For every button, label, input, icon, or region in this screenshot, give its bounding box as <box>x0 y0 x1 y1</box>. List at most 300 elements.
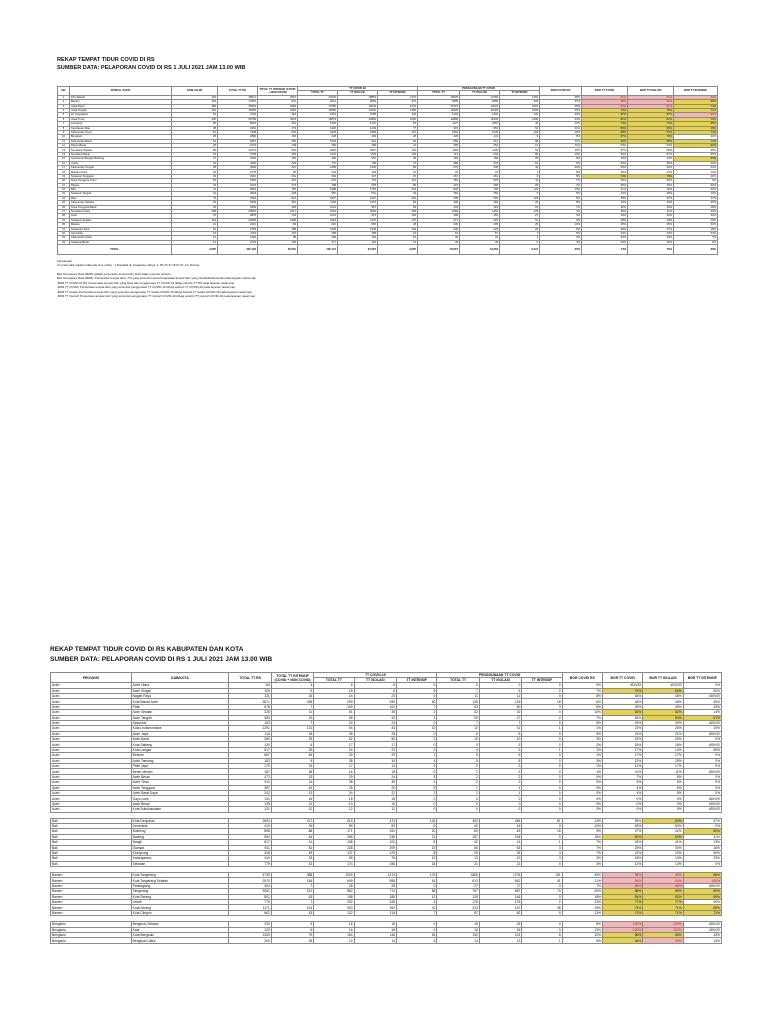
covid-total: 24 <box>314 791 354 796</box>
usage-total: 11 <box>437 693 479 698</box>
bor-rs: 5% <box>540 170 582 174</box>
bor-rs: 5% <box>540 192 582 196</box>
covid-iso: 185 <box>354 894 396 899</box>
rs-count: 14 <box>172 236 218 240</box>
covid-total: 30 <box>314 753 354 758</box>
covid-icu: 116 <box>378 179 418 183</box>
covid-icu: 0 <box>397 720 437 725</box>
covid-total: 490 <box>298 144 338 148</box>
usage-total: 679 <box>418 166 460 170</box>
row-no: 27 <box>58 209 70 213</box>
province-name: Nusa Tenggara Timur <box>70 179 172 183</box>
total-beds: 4918 <box>218 192 258 196</box>
usage-total: 363 <box>437 818 479 823</box>
bor-iso: 69% <box>628 126 674 130</box>
bor-iso: 14% <box>643 747 683 752</box>
row-no: 19 <box>58 174 70 178</box>
covid-iso: 1470 <box>338 122 378 126</box>
total-beds: 678 <box>229 704 271 709</box>
bor-tt: 21% <box>602 731 642 736</box>
bor-tt: 29% <box>582 214 628 218</box>
bor-rs: 10% <box>540 187 582 191</box>
bor-tt: 4% <box>602 785 642 790</box>
usage-icu: 0 <box>522 796 562 801</box>
usage-iso: 268 <box>460 183 500 187</box>
row-no: 21 <box>58 183 70 187</box>
regency-name: Gianyar <box>131 845 229 850</box>
total-beds: 2413 <box>218 223 258 227</box>
total-beds: 29687 <box>218 209 258 213</box>
icu-total: 261 <box>258 174 298 178</box>
covid-total: 122 <box>314 910 354 915</box>
row-no: 17 <box>58 166 70 170</box>
bor-icu: 43% <box>683 704 721 709</box>
icu-total: 250 <box>258 139 298 143</box>
col-usage-total-header: TOTAL TT <box>418 91 460 95</box>
bor-iso: 50% <box>628 161 674 165</box>
usage-iso: 11069 <box>460 108 500 112</box>
usage-iso: 261 <box>460 174 500 178</box>
icu-total: 36 <box>271 769 313 774</box>
usage-iso: 2 <box>479 764 521 769</box>
bor-iso: 20% <box>643 737 683 742</box>
bor-iso: 76% <box>628 108 674 112</box>
regency-name: Kaur <box>131 927 229 932</box>
usage-total: 135 <box>437 699 479 704</box>
total-beds: 153 <box>229 720 271 725</box>
bor-iso: 81% <box>628 117 674 121</box>
covid-icu: 0 <box>397 769 437 774</box>
bor-iso: 0% <box>643 801 683 806</box>
row-no: 6 <box>58 117 70 121</box>
covid-total: 174 <box>314 861 354 866</box>
usage-total: 5 <box>437 758 479 763</box>
total-beds: 120 <box>229 927 271 932</box>
province-name: Jambi <box>70 161 172 165</box>
bor-iso: 5% <box>643 791 683 796</box>
total-beds: 4909 <box>218 205 258 209</box>
total-beds: 13351 <box>218 100 258 104</box>
covid-icu: 21 <box>397 834 437 839</box>
province-name: Aceh <box>51 737 132 742</box>
covid-icu: 0 <box>397 801 437 806</box>
bor-rs: 0% <box>562 683 602 688</box>
usage-icu: 9 <box>500 135 540 139</box>
province-name: Aceh <box>51 726 132 731</box>
bor-iso: 46% <box>628 192 674 196</box>
bor-rs: 9% <box>540 161 582 165</box>
bor-rs: 7% <box>540 179 582 183</box>
rs-count: 42 <box>172 161 218 165</box>
rs-count: 76 <box>172 152 218 156</box>
usage-iso: 3 <box>479 747 521 752</box>
col-bor-iso-header: BOR TT ISOLASI <box>643 673 683 683</box>
covid-total: 2020 <box>298 148 338 152</box>
bor-iso: 0% <box>643 796 683 801</box>
bor-tt: 56% <box>582 152 628 156</box>
usage-iso: 1 <box>479 785 521 790</box>
usage-iso: 17268 <box>460 95 500 99</box>
bor-icu: 0% <box>683 791 721 796</box>
icu-total: 49 <box>271 850 313 855</box>
covid-icu: 80 <box>378 201 418 205</box>
province-name: Aceh <box>51 742 132 747</box>
covid-total: 3241 <box>298 100 338 104</box>
bor-tt: 7% <box>602 774 642 779</box>
covid-total: 1998 <box>298 187 338 191</box>
icu-total: 152 <box>258 157 298 161</box>
bor-tt: 91% <box>582 95 628 99</box>
usage-iso: 57 <box>460 231 500 235</box>
icu-total: 317 <box>271 818 313 823</box>
covid-icu: 10 <box>378 170 418 174</box>
covid-icu: 28 <box>378 135 418 139</box>
usage-iso: 10 <box>479 737 521 742</box>
bor-rs: 3% <box>562 758 602 763</box>
row-no: 33 <box>58 236 70 240</box>
province-name: Sumatera Selatan <box>70 148 172 152</box>
bor-iso: 52% <box>628 179 674 183</box>
bor-tt: 18% <box>602 742 642 747</box>
covid-iso: 146 <box>354 932 396 937</box>
bor-icu: 16% <box>683 845 721 850</box>
usage-iso: 0 <box>479 683 521 688</box>
usage-iso: 284 <box>479 818 521 823</box>
bor-rs: 5% <box>562 720 602 725</box>
row-no: 10 <box>58 135 70 139</box>
bor-rs: 19% <box>540 130 582 134</box>
usage-total: 2 <box>437 780 479 785</box>
col-bor-tt-header: BOR TT COVID <box>602 673 642 683</box>
total-beds: 1171 <box>229 905 271 910</box>
province-name: Aceh <box>51 704 132 709</box>
usage-icu: 26 <box>500 201 540 205</box>
total-beds: 911 <box>229 845 271 850</box>
covid-total: 396 <box>298 157 338 161</box>
province-name: Kalimantan Tengah <box>70 166 172 170</box>
total-beds: 49453 <box>218 108 258 112</box>
bor-icu: 71% <box>683 910 721 915</box>
total-beds: 667 <box>229 753 271 758</box>
icu-total: 18 <box>271 731 313 736</box>
bor-tt: 21% <box>602 850 642 855</box>
icu-total: 12 <box>271 791 313 796</box>
usage-iso: 32 <box>479 710 521 715</box>
covid-total: 299 <box>314 699 354 704</box>
usage-icu: 0 <box>522 801 562 806</box>
bor-icu: #DIV/0! <box>683 693 721 698</box>
bor-icu: 92% <box>674 95 718 99</box>
bor-rs: 1% <box>562 769 602 774</box>
regency-name: Aceh Besar <box>131 801 229 806</box>
rs-count: 332 <box>172 108 218 112</box>
icu-total: 64 <box>271 834 313 839</box>
bor-iso: 60% <box>643 818 683 823</box>
bor-iso: 100% <box>643 922 683 927</box>
bor-rs: 11% <box>540 144 582 148</box>
bor-iso: 40% <box>628 187 674 191</box>
covid-icu: 167 <box>378 130 418 134</box>
total-total-beds: 400,794 <box>218 245 258 255</box>
bor-iso: 44% <box>628 201 674 205</box>
usage-total: 80 <box>437 829 479 834</box>
bor-iso: 23% <box>628 236 674 240</box>
province-name: Banten <box>51 905 132 910</box>
row-no: 14 <box>58 152 70 156</box>
usage-iso: 82 <box>479 910 521 915</box>
covid-icu: 379 <box>378 100 418 104</box>
province-summary-title: REKAP TEMPAT TIDUR COVID DI RS <box>57 57 155 63</box>
row-no: 4 <box>58 108 70 112</box>
total-beds: 121 <box>229 807 271 812</box>
covid-total: 109 <box>314 704 354 709</box>
total-beds: 410 <box>229 780 271 785</box>
bor-icu: 50% <box>674 187 718 191</box>
bor-icu: 33% <box>683 932 721 937</box>
covid-total: 24 <box>314 747 354 752</box>
covid-iso: 28 <box>354 731 396 736</box>
col-rs-count-header: JUMLAH RS <box>172 87 218 96</box>
bor-iso: 89% <box>643 889 683 894</box>
usage-iso: 27 <box>479 715 521 720</box>
usage-icu: 0 <box>522 710 562 715</box>
usage-iso: 36 <box>460 240 500 244</box>
covid-icu: 13 <box>378 231 418 235</box>
bor-tt: 44% <box>582 192 628 196</box>
bor-icu: 69% <box>683 894 721 899</box>
usage-total: 21 <box>437 861 479 866</box>
regency-name: Kota Sabang <box>131 742 229 747</box>
usage-iso: 562 <box>479 878 521 883</box>
regency-name: Gayo Lues <box>131 796 229 801</box>
usage-iso: 1106 <box>460 148 500 152</box>
usage-iso: 370 <box>460 179 500 183</box>
province-name: Jawa Timur <box>70 117 172 121</box>
province-name: Bali <box>51 829 132 834</box>
province-name: Banten <box>51 883 132 888</box>
province-name: Aceh <box>51 758 132 763</box>
usage-iso: 16 <box>479 927 521 932</box>
covid-iso: 35 <box>354 780 396 785</box>
icu-total: 255 <box>271 699 313 704</box>
bor-icu: 57% <box>683 818 721 823</box>
usage-iso: 252 <box>460 144 500 148</box>
covid-icu: 7 <box>397 910 437 915</box>
covid-icu: 0 <box>397 683 437 688</box>
usage-iso: 623 <box>460 218 500 222</box>
bor-rs: 13% <box>562 927 602 932</box>
total-beds: 1154 <box>218 231 258 235</box>
bor-tt: 79% <box>602 688 642 693</box>
usage-icu: 0 <box>522 742 562 747</box>
province-name: Bali <box>51 861 132 866</box>
col-hospital-header: RUMAH_SAKIT <box>70 87 172 96</box>
covid-icu: 92 <box>378 139 418 143</box>
covid-icu: 175 <box>397 873 437 878</box>
icu-total: 301 <box>258 179 298 183</box>
icu-total: 273 <box>258 183 298 187</box>
rs-count: 80 <box>172 122 218 126</box>
usage-total: 256 <box>418 192 460 196</box>
total-beds: 1393 <box>218 236 258 240</box>
bor-icu: 40% <box>674 174 718 178</box>
usage-iso: 91 <box>460 170 500 174</box>
bor-iso: 29% <box>628 218 674 222</box>
covid-iso: 34 <box>354 758 396 763</box>
bor-icu: 71% <box>674 108 718 112</box>
bor-tt: 53% <box>582 166 628 170</box>
bor-icu: 74% <box>674 139 718 143</box>
row-no: 16 <box>58 161 70 165</box>
usage-total: 267 <box>418 174 460 178</box>
regency-name: Klungkung <box>131 850 229 855</box>
usage-total: 386 <box>418 161 460 165</box>
usage-total: 10 <box>437 737 479 742</box>
total-beds: 4394 <box>218 161 258 165</box>
icu-total: 228 <box>258 192 298 196</box>
total-beds: 4662 <box>218 126 258 130</box>
usage-iso: 146 <box>479 894 521 899</box>
covid-total: 772 <box>298 161 338 165</box>
bor-icu: 0% <box>683 737 721 742</box>
usage-total: 613 <box>437 878 479 883</box>
bor-iso: 65% <box>628 139 674 143</box>
icu-total: 273 <box>258 126 298 130</box>
usage-iso: 21 <box>479 861 521 866</box>
usage-total: 4 <box>437 747 479 752</box>
row-no: 2 <box>58 100 70 104</box>
covid-total: 1041 <box>298 205 338 209</box>
bor-icu: 100% <box>683 878 721 883</box>
bor-rs: 13% <box>562 818 602 823</box>
covid-iso: 17 <box>354 742 396 747</box>
covid-total: 910 <box>298 223 338 227</box>
bor-iso: 22% <box>628 240 674 244</box>
col-bor-icu-header: BOR TT INTENSIF <box>674 87 718 96</box>
covid-icu: 20 <box>397 829 437 834</box>
icu-total: 79 <box>271 932 313 937</box>
province-name: Sulawesi Tengah <box>70 192 172 196</box>
total-beds: 779 <box>229 861 271 866</box>
covid-iso: 16 <box>354 927 396 932</box>
total-beds: 410 <box>229 823 271 828</box>
regency-bed-table <box>50 672 722 944</box>
regency-name: Aceh Tengah <box>131 715 229 720</box>
bor-rs: 7% <box>562 883 602 888</box>
covid-iso: 347 <box>338 174 378 178</box>
bor-tt: #DIV/0! <box>602 683 642 688</box>
usage-total: 29 <box>437 715 479 720</box>
regency-name: Aceh Utara <box>131 683 229 688</box>
total-beds: 8364 <box>218 187 258 191</box>
usage-total: 230 <box>418 223 460 227</box>
usage-icu: 3 <box>522 856 562 861</box>
covid-iso: 1076 <box>338 201 378 205</box>
covid-iso: 2170 <box>338 218 378 222</box>
bor-rs: 7% <box>562 850 602 855</box>
bor-icu: 88% <box>683 905 721 910</box>
covid-total: 54 <box>314 726 354 731</box>
bor-rs: 10% <box>540 148 582 152</box>
covid-iso: 290 <box>354 699 396 704</box>
province-name: Aceh <box>51 764 132 769</box>
bor-icu: 43% <box>674 161 718 165</box>
bor-rs: 0% <box>562 791 602 796</box>
total-beds: 2694 <box>229 818 271 823</box>
regency-table-body <box>51 683 722 944</box>
usage-icu: 0 <box>522 883 562 888</box>
icu-total: 14 <box>271 780 313 785</box>
regency-summary-subtitle: SUMBER DATA: PELAPORAN COVID DI RS 1 JULI 2021 JAM 13.00 WIB <box>50 655 273 663</box>
bor-tt: 54% <box>582 144 628 148</box>
usage-iso: 2 <box>479 774 521 779</box>
usage-icu: 0 <box>522 758 562 763</box>
covid-total: 203 <box>298 170 338 174</box>
usage-icu: 40 <box>500 122 540 126</box>
icu-total: 7 <box>271 900 313 905</box>
covid-total: 1156 <box>298 201 338 205</box>
covid-total: 25 <box>314 785 354 790</box>
covid-total: 18 <box>314 688 354 693</box>
usage-icu: 120 <box>500 187 540 191</box>
covid-total: 615 <box>314 818 354 823</box>
bor-tt: 81% <box>582 117 628 121</box>
col-regency-header: KAB/KOTA <box>131 673 229 683</box>
covid-icu: 88 <box>397 889 437 894</box>
icu-total: 40 <box>271 785 313 790</box>
bor-iso: 83% <box>643 894 683 899</box>
bor-rs: 9% <box>562 829 602 834</box>
bor-tt: 19% <box>602 737 642 742</box>
total-beds: 517 <box>229 747 271 752</box>
usage-total: 2 <box>437 764 479 769</box>
province-name: Aceh <box>51 693 132 698</box>
province-name: Banten <box>51 900 132 905</box>
bor-tt: 47% <box>602 829 642 834</box>
covid-total: 328 <box>298 135 338 139</box>
province-name: Maluku <box>70 223 172 227</box>
usage-icu: 13 <box>500 144 540 148</box>
usage-total: 27 <box>437 883 479 888</box>
total-usage-total: 78,957 <box>418 245 460 255</box>
covid-icu: 0 <box>397 927 437 932</box>
usage-total: 6 <box>437 731 479 736</box>
rs-count: 386 <box>172 104 218 108</box>
icu-total: 212 <box>271 889 313 894</box>
bor-iso: 59% <box>628 148 674 152</box>
usage-icu: 0 <box>522 753 562 758</box>
note-line: -BOR TT COVID: Persentase tempat tidur yang terisi dari penggunaan TT COVID-19 dibagi seluruh TT COVID-19 pada layanan rawat inap <box>57 285 236 290</box>
covid-total: 303 <box>314 905 354 910</box>
province-name: Gorontalo <box>70 231 172 235</box>
bor-icu: 65% <box>674 122 718 126</box>
usage-icu: 51 <box>500 218 540 222</box>
province-summary-subtitle: SUMBER DATA: PELAPORAN COVID DI RS 1 JULI 2021 JAM 13.00 WIB <box>57 65 246 71</box>
covid-icu: 0 <box>397 922 437 927</box>
rs-count: 53 <box>172 179 218 183</box>
bor-iso: 44% <box>628 157 674 161</box>
covid-iso: 942 <box>338 139 378 143</box>
usage-icu: 80 <box>500 152 540 156</box>
bor-rs: 5% <box>540 231 582 235</box>
covid-iso: 12 <box>354 764 396 769</box>
row-no: 28 <box>58 214 70 218</box>
total-beds: 3082 <box>218 166 258 170</box>
usage-iso: 0 <box>479 796 521 801</box>
regency-name: Kota Subulussalam <box>131 807 229 812</box>
bor-iso: 77% <box>643 900 683 905</box>
usage-icu: 0 <box>522 683 562 688</box>
